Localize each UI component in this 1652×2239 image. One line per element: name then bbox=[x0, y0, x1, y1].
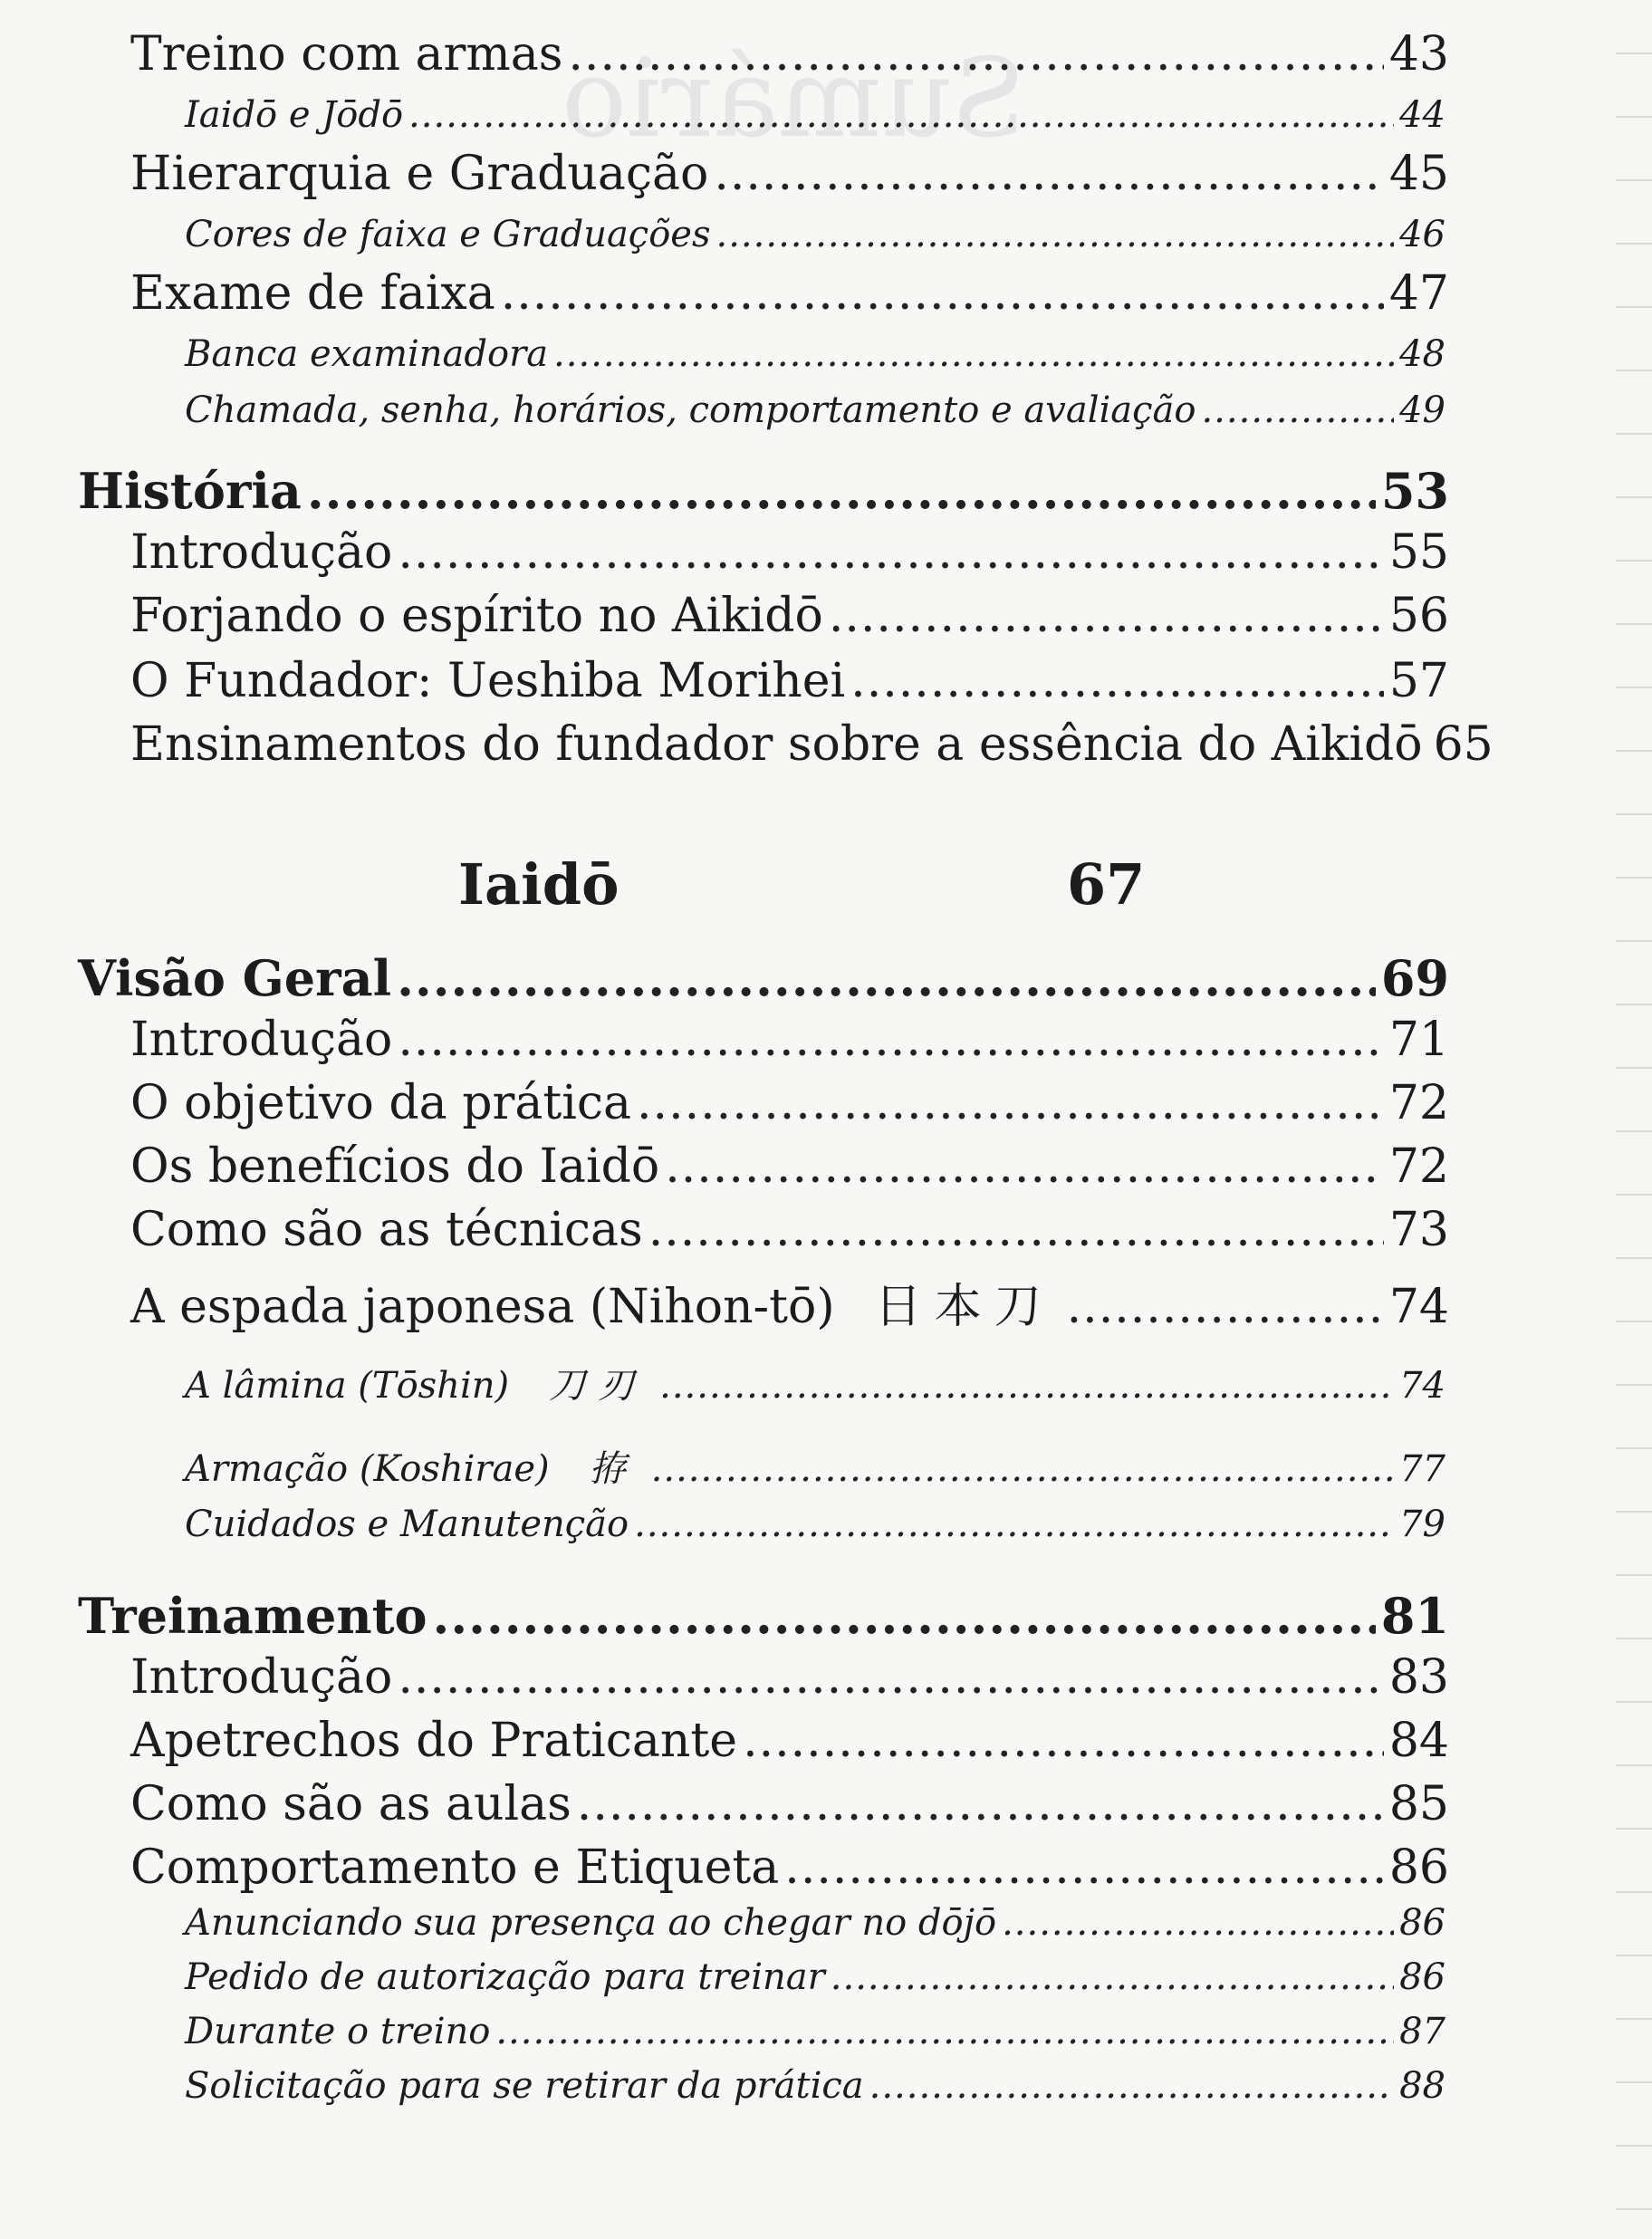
toc-entry-title: A lâmina (Tōshin) bbox=[185, 1365, 510, 1407]
toc-entry bbox=[185, 214, 1446, 255]
toc-entry bbox=[185, 1902, 1446, 1944]
dot-leader bbox=[408, 94, 1394, 136]
toc-entry bbox=[130, 1840, 1449, 1895]
toc-entry-page: 81 bbox=[1380, 1587, 1449, 1645]
toc-entry-title: Treinamento bbox=[78, 1587, 427, 1645]
dot-leader bbox=[1067, 1280, 1384, 1334]
toc-entry bbox=[130, 717, 1494, 772]
dot-leader bbox=[553, 333, 1394, 375]
toc-entry-page: 74 bbox=[1388, 1280, 1449, 1334]
toc-entry-title: Comportamento e Etiqueta bbox=[130, 1840, 780, 1895]
toc-entry bbox=[78, 462, 1449, 520]
toc-entry bbox=[130, 27, 1449, 82]
toc-entry bbox=[185, 1357, 1446, 1408]
toc-entry bbox=[185, 2065, 1446, 2107]
dot-leader bbox=[648, 1203, 1384, 1257]
toc-entry bbox=[130, 1076, 1449, 1130]
dot-leader bbox=[651, 1448, 1394, 1490]
toc-entry-title: Como são as aulas bbox=[130, 1777, 571, 1831]
dot-leader bbox=[577, 1777, 1384, 1831]
toc-entry-title: Solicitação para se retirar da prática bbox=[185, 2065, 864, 2107]
toc-entry bbox=[130, 147, 1449, 201]
toc-entry-kanji: 日本刀 bbox=[874, 1280, 1054, 1334]
toc-entry-page: 85 bbox=[1388, 1777, 1449, 1831]
part-title: Iaidō bbox=[458, 851, 620, 918]
dot-leader bbox=[659, 1365, 1394, 1407]
toc-entry bbox=[185, 94, 1446, 136]
toc-entry-title: Iaidō e Jōdō bbox=[185, 94, 404, 136]
toc-entry-title: Banca examinadora bbox=[185, 333, 549, 375]
toc-entry-kanji: 拵 bbox=[589, 1448, 639, 1490]
dot-leader bbox=[716, 214, 1395, 255]
toc-entry-page: 72 bbox=[1388, 1076, 1449, 1130]
toc-entry-title: Apetrechos do Praticante bbox=[130, 1714, 738, 1768]
toc-entry-title: Anunciando sua presença ao chegar no dōjō bbox=[185, 1902, 997, 1944]
toc-entry-page: 55 bbox=[1388, 525, 1449, 580]
dot-leader bbox=[665, 1139, 1384, 1194]
toc-entry bbox=[130, 266, 1449, 321]
toc-entry bbox=[78, 1587, 1449, 1645]
dot-leader bbox=[397, 949, 1376, 1007]
dot-leader bbox=[398, 1650, 1384, 1705]
toc-entry bbox=[185, 1956, 1446, 1998]
dot-leader bbox=[568, 27, 1383, 82]
toc-entry-page: 53 bbox=[1380, 462, 1449, 520]
dot-leader bbox=[829, 589, 1384, 643]
dot-leader bbox=[850, 654, 1384, 708]
toc-entry-page: 65 bbox=[1433, 717, 1494, 772]
toc-entry bbox=[130, 1013, 1449, 1067]
toc-entry-page: 71 bbox=[1388, 1013, 1449, 1067]
dot-leader bbox=[398, 1013, 1384, 1067]
toc-entry-title: História bbox=[78, 462, 302, 520]
toc-entry-title: Durante o treino bbox=[185, 2011, 491, 2052]
dot-leader bbox=[637, 1076, 1384, 1130]
toc-entry-page: 57 bbox=[1388, 654, 1449, 708]
toc-entry-title: Visão Geral bbox=[78, 949, 392, 1007]
toc-entry-page: 88 bbox=[1399, 2065, 1446, 2107]
toc-entry-page: 72 bbox=[1388, 1139, 1449, 1194]
dot-leader bbox=[433, 1587, 1376, 1645]
toc-entry-page: 73 bbox=[1388, 1203, 1449, 1257]
toc-entry-title: Cuidados e Manutenção bbox=[185, 1504, 629, 1545]
toc-entry-title: O objetivo da prática bbox=[130, 1076, 632, 1130]
dot-leader bbox=[1201, 389, 1394, 431]
dot-leader bbox=[398, 525, 1384, 580]
toc-entry-page: 86 bbox=[1399, 1902, 1446, 1944]
toc-entry-title: Introdução bbox=[130, 1650, 393, 1705]
toc-entry bbox=[130, 1203, 1449, 1257]
toc-entry-page: 83 bbox=[1388, 1650, 1449, 1705]
toc-entry-page: 43 bbox=[1388, 27, 1449, 82]
toc-entry-page: 77 bbox=[1399, 1448, 1446, 1490]
toc-entry bbox=[130, 525, 1449, 580]
toc-entry-title: Hierarquia e Graduação bbox=[130, 147, 709, 201]
toc-entry bbox=[185, 333, 1446, 375]
toc-entry-page: 69 bbox=[1380, 949, 1449, 1007]
toc-entry-title: Pedido de autorização para treinar bbox=[185, 1956, 825, 1998]
toc-entry-page: 56 bbox=[1388, 589, 1449, 643]
toc-entry bbox=[185, 1504, 1446, 1545]
toc-entry-title: Chamada, senha, horários, comportamento e avaliação bbox=[185, 389, 1196, 431]
toc-entry-title: Treino com armas bbox=[130, 27, 563, 82]
toc-entry bbox=[130, 1714, 1449, 1768]
toc-entry-title: Como são as técnicas bbox=[130, 1203, 643, 1257]
page-edge bbox=[1616, 0, 1652, 2239]
toc-entry-title: Ensinamentos do fundador sobre a essência do Aikidō bbox=[130, 717, 1423, 772]
part-page-number: 67 bbox=[1067, 851, 1146, 918]
toc-entry-title: Cores de faixa e Graduações bbox=[185, 214, 711, 255]
dot-leader bbox=[784, 1840, 1384, 1895]
toc-entry-title: Armação (Koshirae) bbox=[185, 1448, 550, 1490]
toc-entry-page: 79 bbox=[1399, 1504, 1446, 1545]
dot-leader bbox=[831, 1956, 1394, 1998]
toc-entry-title: Os benefícios do Iaidō bbox=[130, 1139, 660, 1194]
dot-leader bbox=[714, 147, 1384, 201]
toc-entry bbox=[185, 1440, 1446, 1492]
toc-entry-title: A espada japonesa (Nihon-tō) bbox=[130, 1280, 835, 1334]
toc-entry bbox=[185, 389, 1446, 431]
dot-leader bbox=[869, 2065, 1394, 2107]
toc-entry-title: Introdução bbox=[130, 525, 393, 580]
toc-entry-title: Introdução bbox=[130, 1013, 393, 1067]
toc-entry bbox=[130, 589, 1449, 643]
dot-leader bbox=[501, 266, 1384, 321]
toc-entry-page: 47 bbox=[1388, 266, 1449, 321]
toc-entry-page: 86 bbox=[1399, 1956, 1446, 1998]
toc-entry bbox=[78, 949, 1449, 1007]
dot-leader bbox=[1002, 1902, 1394, 1944]
toc-entry-page: 46 bbox=[1399, 214, 1446, 255]
toc-entry-page: 48 bbox=[1399, 333, 1446, 375]
dot-leader bbox=[307, 462, 1376, 520]
toc-entry-title: Forjando o espírito no Aikidō bbox=[130, 589, 823, 643]
toc-entry-title: Exame de faixa bbox=[130, 266, 495, 321]
show-through-text: Sumário bbox=[562, 36, 1026, 162]
toc-entry bbox=[130, 654, 1449, 708]
dot-leader bbox=[495, 2011, 1394, 2052]
toc-entry-title: O Fundador: Ueshiba Morihei bbox=[130, 654, 846, 708]
toc-entry bbox=[130, 1139, 1449, 1194]
toc-entry-page: 87 bbox=[1399, 2011, 1446, 2052]
dot-leader bbox=[743, 1714, 1384, 1768]
toc-entry bbox=[185, 2011, 1446, 2052]
toc-entry-page: 86 bbox=[1388, 1840, 1449, 1895]
toc-entry bbox=[130, 1777, 1449, 1831]
toc-entry-page: 84 bbox=[1388, 1714, 1449, 1768]
toc-entry-kanji: 刀刃 bbox=[549, 1365, 648, 1407]
toc-entry bbox=[130, 1650, 1449, 1705]
toc-entry-page: 49 bbox=[1399, 389, 1446, 431]
toc-entry-page: 74 bbox=[1399, 1365, 1446, 1407]
toc-entry bbox=[130, 1268, 1449, 1336]
toc-entry-page: 44 bbox=[1399, 94, 1446, 136]
toc-entry-page: 45 bbox=[1388, 147, 1449, 201]
dot-leader bbox=[634, 1504, 1394, 1545]
